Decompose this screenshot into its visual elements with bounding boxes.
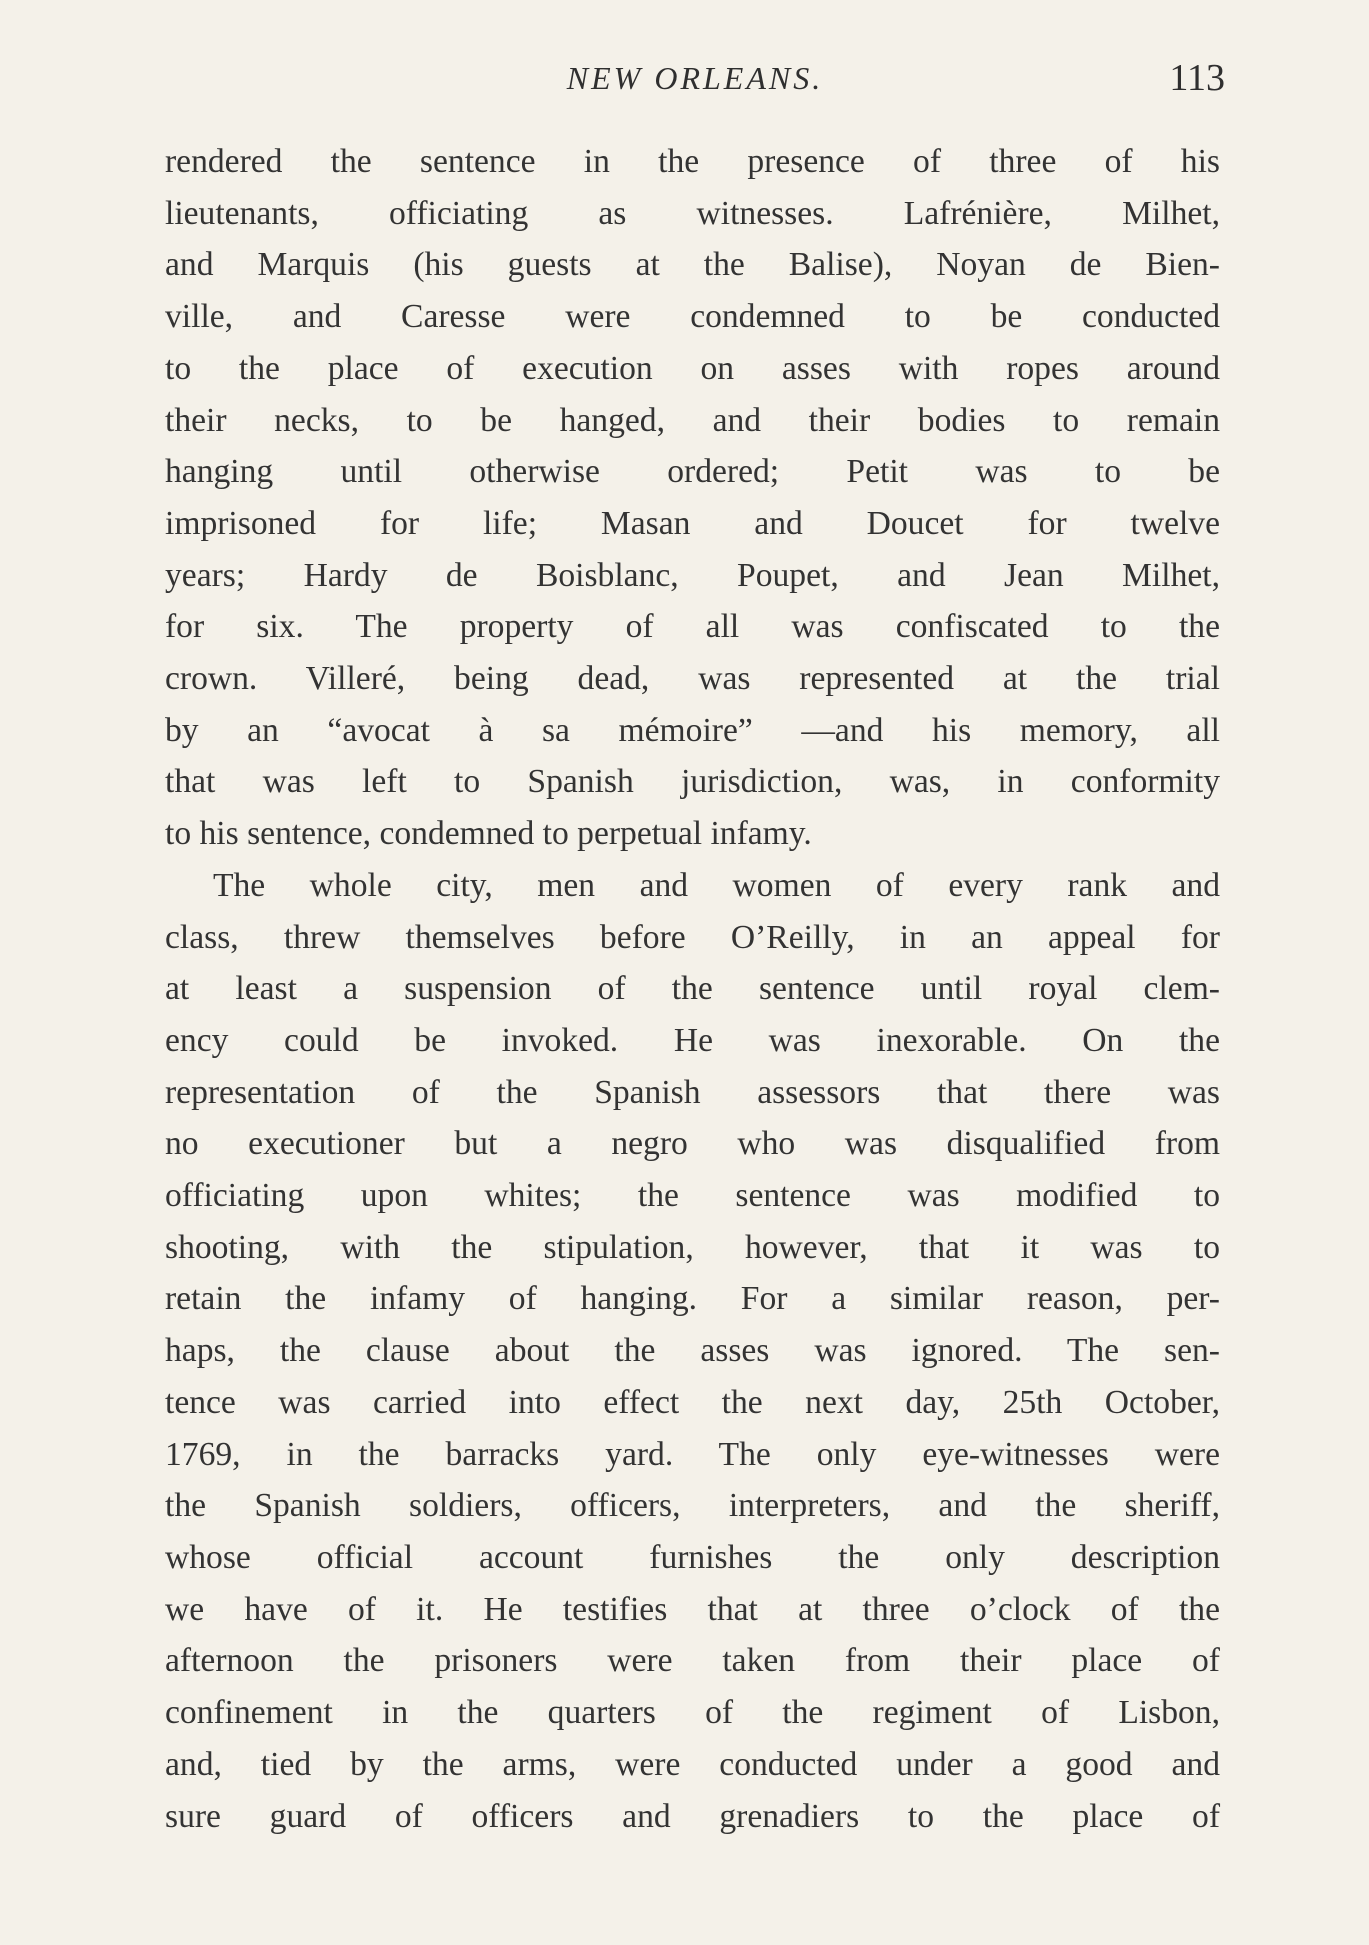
text-line: haps, the clause about the asses was ignored. The sen- [165,1332,1220,1370]
page-number: 113 [1169,57,1225,99]
text-line: and Marquis (his guests at the Balise), Noyan de Bien- [165,246,1220,284]
text-line: class, threw themselves before O’Reilly, in an appeal for [165,918,1220,956]
text-line: ville, and Caresse were condemned to be conducted [165,298,1220,336]
text-line: that was left to Spanish jurisdiction, was, in conformity [165,763,1220,801]
text-line: whose official account furnishes the only description [165,1538,1220,1576]
text-line: sure guard of officers and grenadiers to the place of [165,1797,1220,1835]
text-line: and, tied by the arms, were conducted under a good and [165,1745,1220,1783]
text-line: for six. The property of all was confiscated to the [165,608,1220,646]
text-line: tence was carried into effect the next day, 25th October, [165,1383,1220,1421]
text-line: crown. Villeré, being dead, was represented at the trial [165,660,1220,698]
text-line: officiating upon whites; the sentence was modified to [165,1177,1220,1215]
text-line: years; Hardy de Boisblanc, Poupet, and Jean Milhet, [165,556,1220,594]
text-line: imprisoned for life; Masan and Doucet for twelve [165,504,1220,542]
text-line: by an “avocat à sa mémoire” —and his memory, all [165,711,1220,749]
text-line: rendered the sentence in the presence of three of his [165,143,1220,180]
paragraph-1 [165,136,1220,860]
text-line: confinement in the quarters of the regiment of Lisbon, [165,1694,1220,1732]
text-line: The whole city, men and women of every rank and [213,866,1220,904]
text-line: to his sentence, condemned to perpetual infamy. [165,815,812,853]
text-line: retain the infamy of hanging. For a similar reason, per- [165,1280,1220,1318]
text-line: shooting, with the stipulation, however, that it was to [165,1228,1220,1266]
text-line: no executioner but a negro who was disqualified from [165,1125,1220,1163]
text-line: we have of it. He testifies that at three o’clock of the [165,1590,1220,1628]
text-line: lieutenants, officiating as witnesses. Lafrénière, Milhet, [165,194,1220,232]
text-line: afternoon the prisoners were taken from their place of [165,1642,1220,1680]
body-text [165,136,1220,1842]
text-line: at least a suspension of the sentence until royal clem- [165,970,1220,1008]
text-line: ency could be invoked. He was inexorable. On the [165,1021,1220,1059]
paragraph-2 [165,860,1220,1842]
text-line: hanging until otherwise ordered; Petit was to be [165,453,1220,491]
text-line: the Spanish soldiers, officers, interpreters, and the sheriff, [165,1487,1220,1525]
text-line: 1769, in the barracks yard. The only eye-witnesses were [165,1435,1220,1473]
text-line: their necks, to be hanged, and their bodies to remain [165,401,1220,439]
text-line: representation of the Spanish assessors that there was [165,1073,1220,1111]
running-title: NEW ORLEANS. [566,60,824,96]
running-head [165,56,1225,106]
text-line: to the place of execution on asses with ropes around [165,349,1220,387]
